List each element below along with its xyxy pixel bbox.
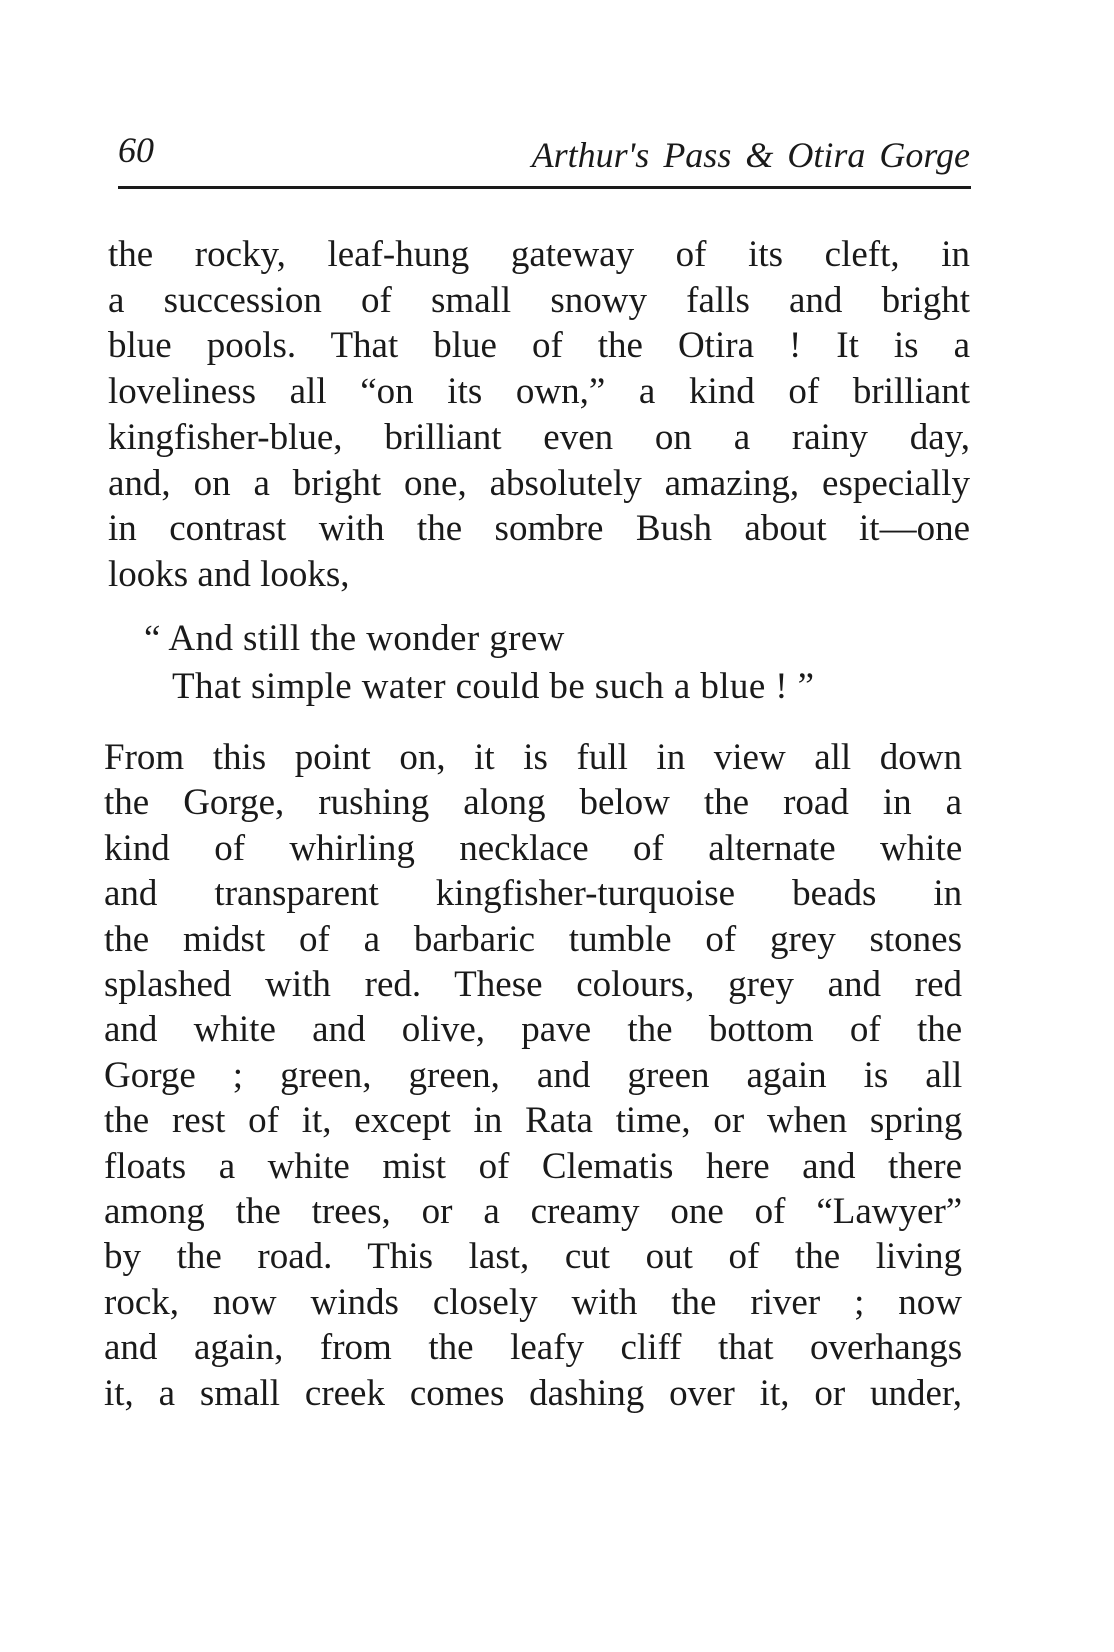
text-line: looks and looks, [108, 553, 350, 595]
text-line: it, a small creek comes dashing over it, or under, [104, 1372, 962, 1414]
text-line: the Gorge, rushing along below the road in a [104, 782, 963, 824]
running-title: Arthur's Pass & Otira Gorge [531, 135, 970, 175]
text-line: Gorge ; green, green, and green again is all [104, 1054, 963, 1096]
text-line: kingfisher-blue, brilliant even on a rainy day, [108, 416, 970, 458]
text-line: and again, from the leafy cliff that overhangs [104, 1327, 963, 1369]
verse-quote [144, 615, 964, 711]
text-line: the rest of it, except in Rata time, or when spring [104, 1100, 963, 1142]
text-line: floats a white mist of Clematis here and there [104, 1145, 962, 1187]
text-line: From this point on, it is full in view all down [104, 737, 962, 778]
text-line: by the road. This last, cut out of the living [104, 1236, 963, 1278]
text-line: kind of whirling necklace of alternate white [104, 827, 963, 869]
paragraph-1 [108, 232, 970, 598]
text-line: loveliness all “on its own,” a kind of brilliant [108, 371, 970, 413]
text-line: and transparent kingfisher-turquoise beads in [104, 873, 963, 915]
verse-line: “ And still the wonder grew [144, 618, 565, 659]
text-line: a succession of small snowy falls and bright [108, 279, 970, 321]
verse-line: That simple water could be such a blue ! ” [172, 666, 815, 707]
paragraph-2 [104, 735, 962, 1416]
text-line: and white and olive, pave the bottom of the [104, 1009, 963, 1051]
text-line: among the trees, or a creamy one of “Lawyer” [104, 1191, 963, 1233]
text-line: rock, now winds closely with the river ; now [104, 1281, 962, 1323]
text-line: in contrast with the sombre Bush about it—one [108, 508, 970, 550]
text-line: and, on a bright one, absolutely amazing, especially [108, 462, 970, 504]
page-number: 60 [118, 130, 154, 170]
page-header [118, 128, 970, 184]
header-rule [118, 186, 971, 189]
text-line: splashed with red. These colours, grey and red [104, 964, 962, 1006]
text-line: the midst of a barbaric tumble of grey stones [104, 918, 962, 960]
text-line: the rocky, leaf-hung gateway of its cleft, in [108, 234, 970, 275]
text-line: blue pools. That blue of the Otira ! It is a [108, 325, 970, 367]
